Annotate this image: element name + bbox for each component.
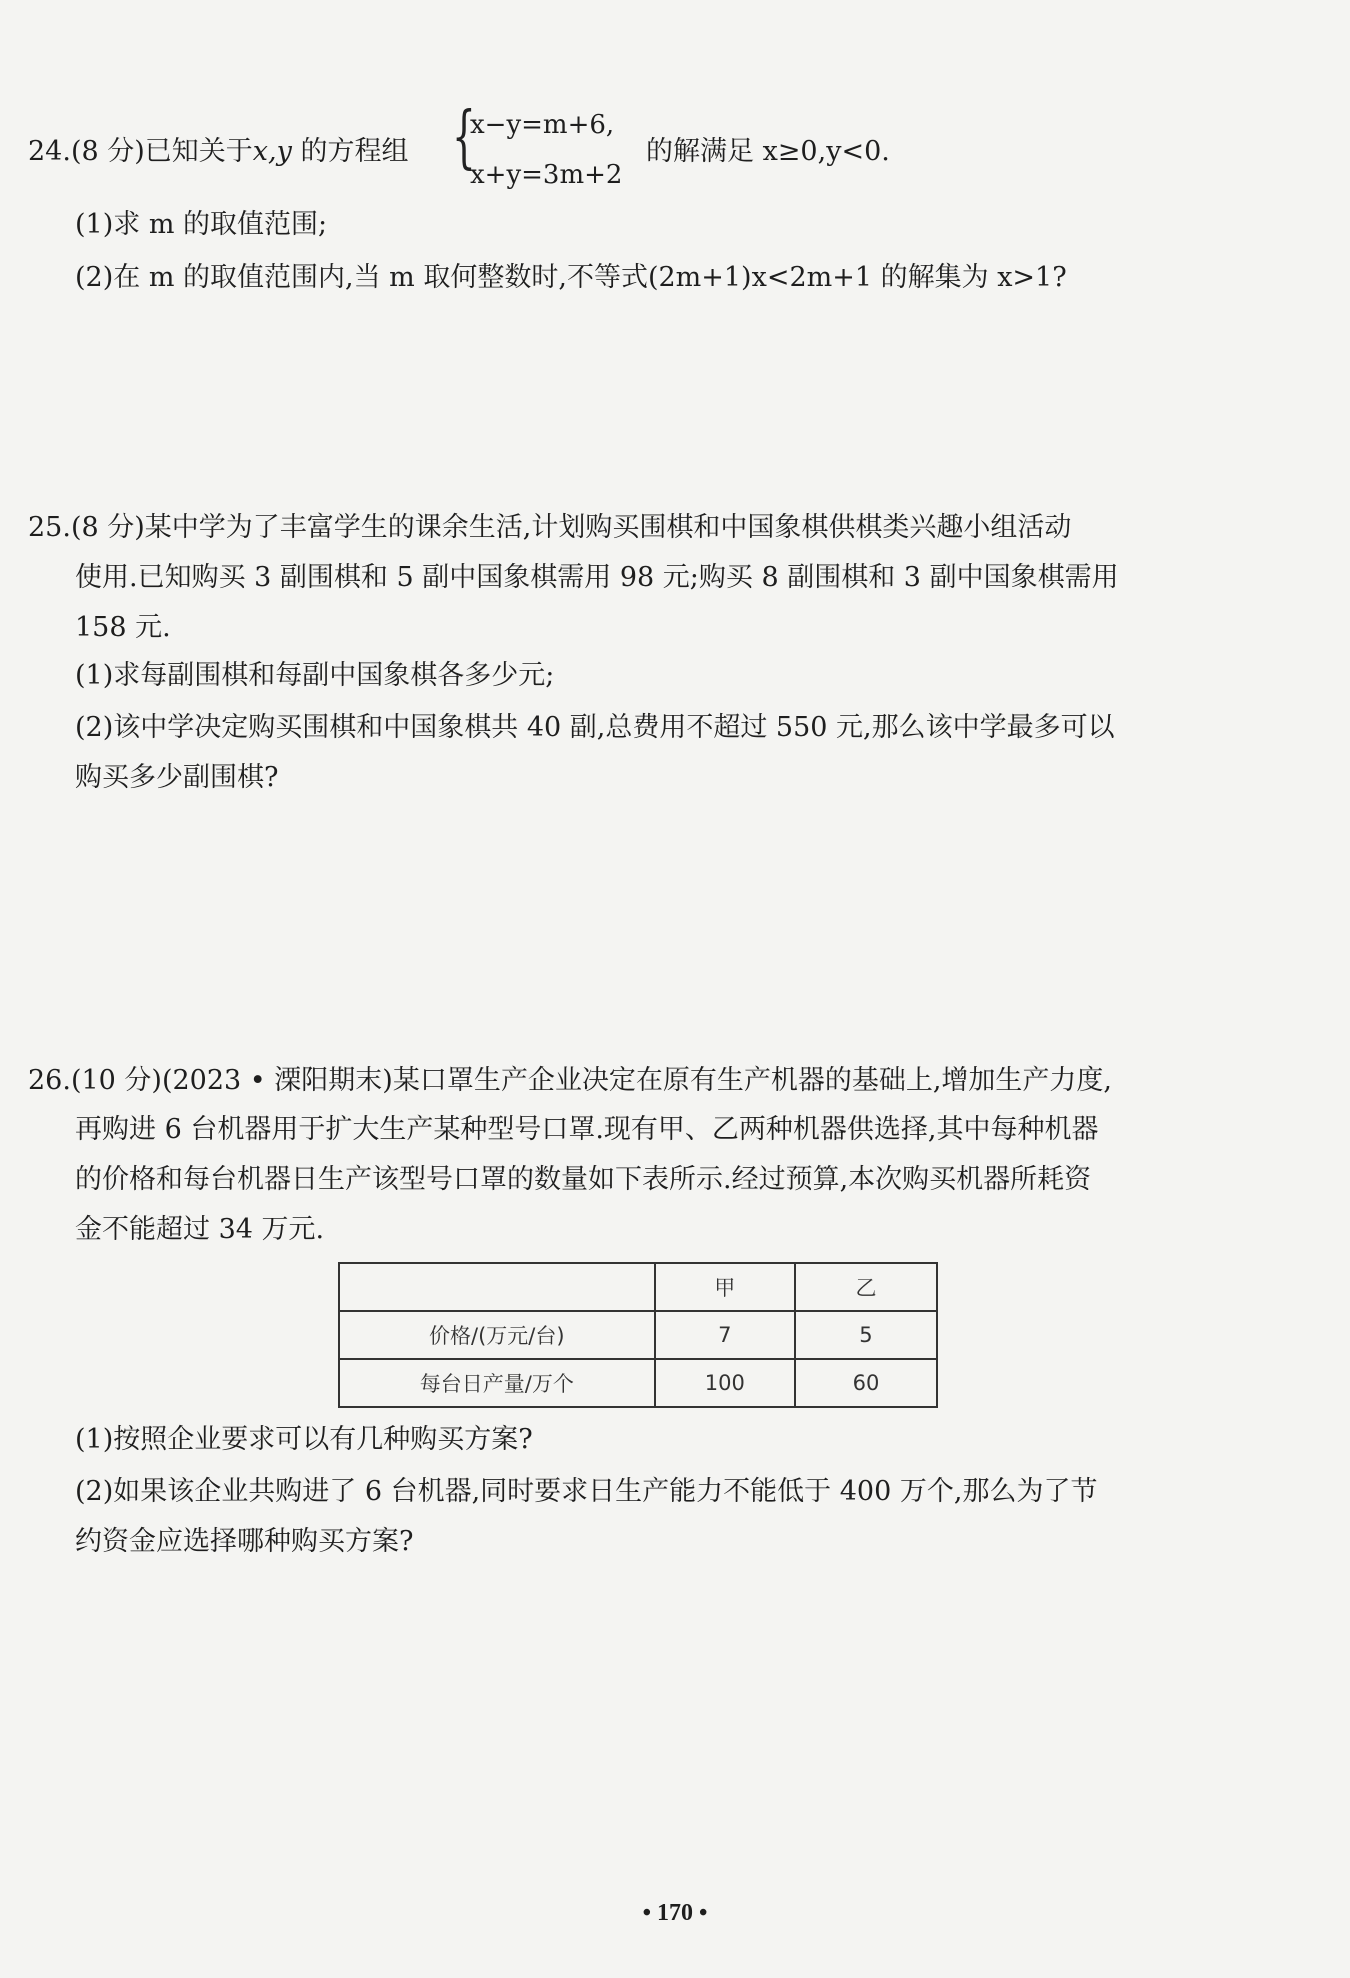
q25-line2: 使用.已知购买 3 副围棋和 5 副中国象棋需用 98 元;购买 8 副围棋和 3 副中国象棋需用 [75, 562, 1119, 593]
q25-sub1: (1)求每副围棋和每副中国象棋各多少元; [75, 660, 555, 691]
table-header-row [339, 1263, 937, 1311]
q25-line3: 158 元. [75, 612, 171, 643]
table-cell: 价格/(万元/台) [339, 1311, 655, 1359]
q26-sub2-line2: 约资金应选择哪种购买方案? [75, 1526, 414, 1557]
table-row [339, 1359, 937, 1407]
table-cell: 每台日产量/万个 [339, 1359, 655, 1407]
q24-stem-suffix: 的解满足 x≥0,y<0. [646, 136, 890, 167]
table-cell: 5 [795, 1311, 937, 1359]
q26-line1: 26.(10 分)(2023 • 溧阳期末)某口罩生产企业决定在原有生产机器的基础上,增加生产力度, [28, 1065, 1112, 1096]
table-cell: 100 [655, 1359, 795, 1407]
q26-sub2-line1: (2)如果该企业共购进了 6 台机器,同时要求日生产能力不能低于 400 万个,那么为了节 [75, 1476, 1098, 1507]
q25-line1: 25.(8 分)某中学为了丰富学生的课余生活,计划购买围棋和中国象棋供棋类兴趣小组活动 [28, 512, 1072, 543]
table-header-cell [339, 1263, 655, 1311]
q26-sub1: (1)按照企业要求可以有几种购买方案? [75, 1424, 533, 1455]
table-header-cell: 乙 [795, 1263, 937, 1311]
table-cell: 7 [655, 1311, 795, 1359]
q25-sub2-line2: 购买多少副围棋? [75, 762, 279, 793]
table-row [339, 1311, 937, 1359]
q26-line2: 再购进 6 台机器用于扩大生产某种型号口罩.现有甲、乙两种机器供选择,其中每种机器 [75, 1114, 1099, 1145]
q24-stem-prefix: 24.(8 分)已知关于x,y 的方程组 [28, 136, 409, 167]
q24-sub1: (1)求 m 的取值范围; [75, 209, 328, 240]
q24-sub2: (2)在 m 的取值范围内,当 m 取何整数时,不等式(2m+1)x<2m+1 的解集为 x>1? [75, 262, 1067, 293]
equation-1: x−y=m+6, [470, 110, 615, 140]
system-brace: { [452, 98, 476, 177]
equation-2: x+y=3m+2 [470, 160, 623, 190]
machine-table [338, 1262, 938, 1408]
q25-sub2-line1: (2)该中学决定购买围棋和中国象棋共 40 副,总费用不超过 550 元,那么该中学最多可以 [75, 712, 1115, 743]
q26-line4: 金不能超过 34 万元. [75, 1214, 325, 1245]
table-header-cell: 甲 [655, 1263, 795, 1311]
q26-line3: 的价格和每台机器日生产该型号口罩的数量如下表所示.经过预算,本次购买机器所耗资 [75, 1164, 1092, 1195]
page-number: • 170 • [642, 1900, 708, 1926]
table-cell: 60 [795, 1359, 937, 1407]
